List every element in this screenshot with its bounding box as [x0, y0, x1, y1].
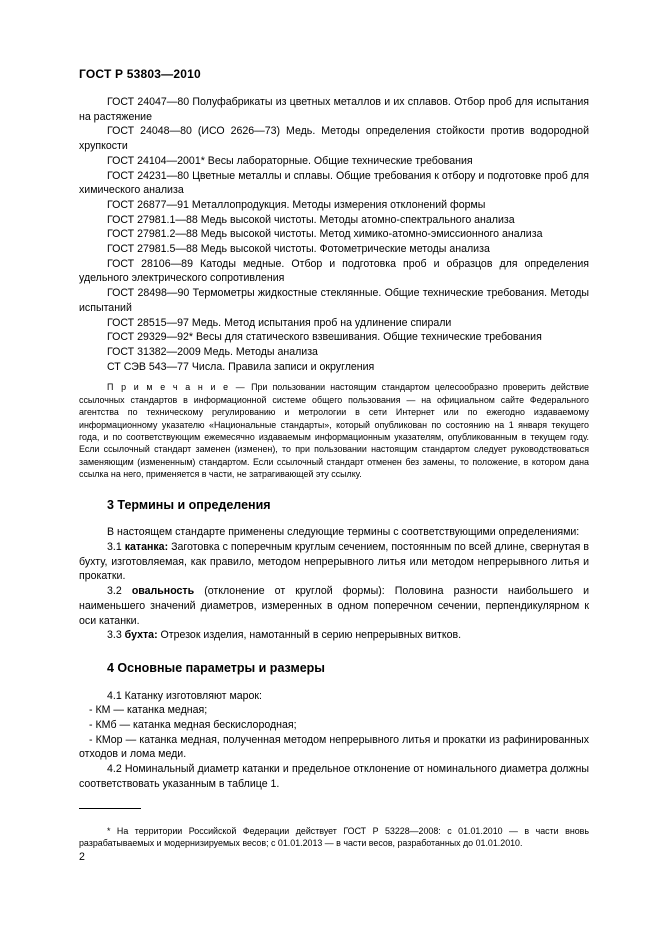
reference-item: СТ СЭВ 543—77 Числа. Правила записи и округления — [107, 360, 375, 373]
section-4-paragraph: 4.2 Номинальный диаметр катанки и предельное отклонение от номинального диаметра должны соответствовать указанным в таблице 1. — [79, 763, 589, 790]
section-4-paragraph: 4.1 Катанку изготовляют марок: — [107, 689, 263, 702]
reference-item: ГОСТ 31382—2009 Медь. Методы анализа — [107, 345, 318, 358]
reference-item: ГОСТ 28515—97 Медь. Метод испытания проб на удлинение спирали — [107, 316, 452, 329]
page-header: ГОСТ Р 53803—2010 — [79, 67, 201, 81]
reference-item: ГОСТ 28106—89 Катоды медные. Отбор и подготовка проб и образцов для определения удельного электрического сопротивления — [79, 257, 589, 285]
section-3-heading: 3 Термины и определения — [107, 497, 271, 512]
reference-item: ГОСТ 27981.1—88 Медь высокой чистоты. Методы атомно-спектрального анализа — [107, 213, 515, 226]
term-name: катанка: — [124, 541, 169, 554]
reference-item: ГОСТ 27981.2—88 Медь высокой чистоты. Метод химико-атомно-эмиссионного анализа — [107, 228, 543, 241]
note-text: При пользовании настоящим стандартом целесообразно проверить действие ссылочных стандартов в информационной системе общего пользования — на официальном сайте Федерального агентства по техническому регулированию и метрологии в сети Интернет или по ежегодно издаваемому информационному указателю «Национальные стандарты», который опубликован по состоянию на 1 января текущего года, и по соответствующим ежемесячно издаваемым информационным указателям, опубликованным в текущем году. Если ссылочный стандарт заменен (изменен), то при пользовании настоящим стандартом следует руководствоваться заменяющим (измененным) стандартом. Если ссылочный стандарт отменен без замены, то положение, в котором дана ссылка на него, применяется в части, не затрагивающей эту ссылку. — [79, 382, 589, 480]
reference-item: ГОСТ 28498—90 Термометры жидкостные стеклянные. Общие технические требования. Методы испытаний — [79, 287, 589, 314]
reference-item: ГОСТ 26877—91 Металлопродукция. Методы измерения отклонений формы — [107, 198, 486, 211]
grade-list-item: - КМор — катанка медная, полученная методом непрерывного литья и прокатки из рафинированных отходов и лома меди. — [79, 733, 589, 761]
page-number: 2 — [79, 851, 85, 863]
term-definition: 3.2 овальность (отклонение от круглой формы): Половина разности наибольшего и наименьшего значений диаметров, измеренных в одном поперечном сечении, перпендикулярном к оси катанки. — [79, 585, 589, 627]
term-name: бухта: — [124, 629, 158, 642]
term-definition: 3.3 бухта: Отрезок изделия, намотанный в серию непрерывных витков. — [107, 629, 462, 642]
term-name: овальность — [131, 585, 195, 598]
reference-item: ГОСТ 27981.5—88 Медь высокой чистоты. Фотометрические методы анализа — [107, 243, 490, 256]
term-definition: 3.1 катанка: Заготовка с поперечным круглым сечением, постоянным по всей длине, свернутая в бухту, изготовляемая, как правило, методом непрерывного литья или методом непрерывного литья и прокатки. — [79, 541, 589, 583]
note-label: П р и м е ч а н и е — — [107, 382, 246, 393]
note-paragraph — [79, 381, 589, 480]
grade-list-item: - КМ — катанка медная; — [89, 704, 208, 717]
section-4-heading: 4 Основные параметры и размеры — [107, 660, 325, 675]
grade-list-item: - КМб — катанка медная бескислородная; — [89, 719, 297, 732]
reference-item: ГОСТ 24047—80 Полуфабрикаты из цветных металлов и их сплавов. Отбор проб для испытания на растяжение — [79, 96, 589, 123]
reference-item: ГОСТ 24048—80 (ИСО 2626—73) Медь. Методы определения стойкости против водородной хрупкости — [79, 125, 589, 153]
footnote-divider — [79, 808, 141, 809]
reference-item: ГОСТ 24231—80 Цветные металлы и сплавы. Общие требования к отбору и подготовке проб для химического анализа — [79, 169, 589, 197]
footnote: * На территории Российской Федерации действует ГОСТ Р 53228—2008: с 01.01.2010 — в части вновь разрабатываемых и модернизируемых весов; с 01.01.2013 — в части весов, разработанных до 01.01.2010. — [79, 825, 589, 849]
reference-list — [79, 95, 589, 374]
section-3-intro: В настоящем стандарте применены следующие термины с соответствующими определениями: — [107, 526, 580, 539]
page-content — [79, 95, 589, 792]
reference-item: ГОСТ 29329—92* Весы для статического взвешивания. Общие технические требования — [107, 331, 542, 344]
reference-item: ГОСТ 24104—2001* Весы лабораторные. Общие технические требования — [107, 154, 473, 167]
